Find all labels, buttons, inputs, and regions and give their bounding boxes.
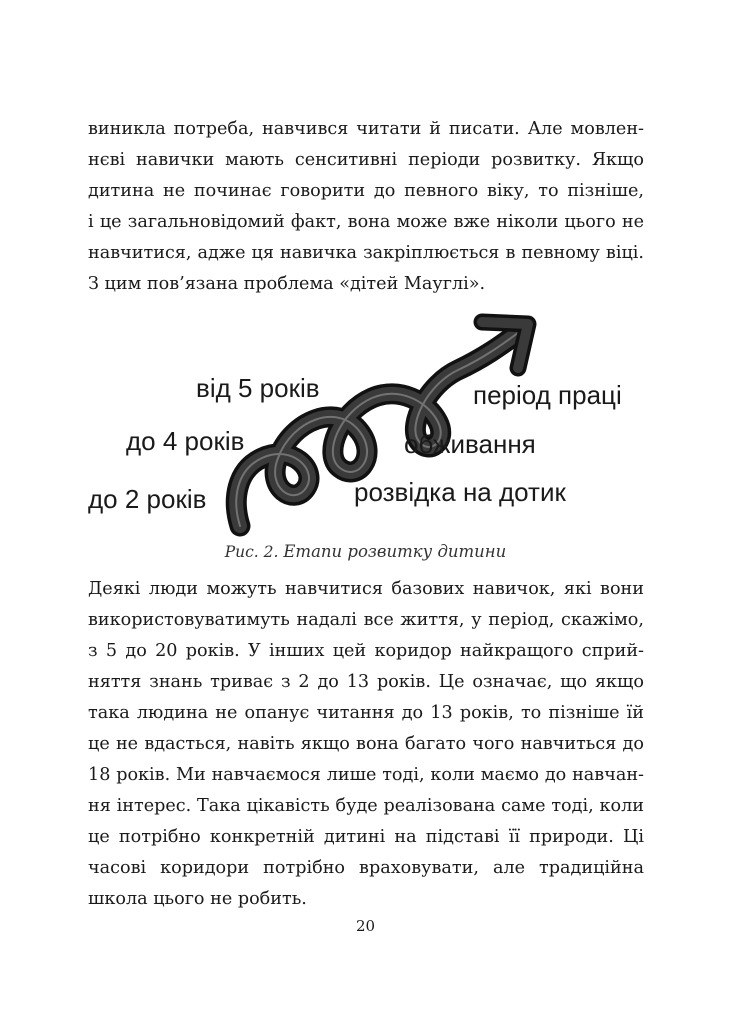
text-line: така людина не опанує читання до 13 років, то пізніше їй xyxy=(88,703,644,723)
text-line: школа цього не робить. xyxy=(88,889,307,909)
spiral-arrow-body xyxy=(236,330,522,526)
label-work-period: період праці xyxy=(473,380,622,410)
spiral-arrow-head-inner xyxy=(482,322,528,368)
label-to-2-years: до 2 років xyxy=(88,484,207,514)
text-line: Деякі люди можуть навчитися базових навичок, які вони xyxy=(88,579,644,599)
text-line: використовуватимуть надалі все життя, у період, скажімо, xyxy=(88,610,644,630)
caption-prefix: Рис. 2. xyxy=(224,543,279,561)
text-line: з 5 до 20 років. У інших цей коридор найкращого сприй- xyxy=(88,641,644,661)
text-line: З цим пов’язана проблема «дітей Мауглі». xyxy=(88,274,486,294)
spiral-arrow-highlight xyxy=(236,330,522,526)
caption-title: Етапи розвитку дитини xyxy=(283,542,507,561)
text-line: це потрібно конкретній дитині на підставі її природи. Ці xyxy=(88,827,644,847)
label-settling: обживання xyxy=(404,429,536,459)
label-touch-exploration: розвідка на дотик xyxy=(354,477,566,507)
text-line: навчитися, адже ця навичка закріплюється в певному віці. xyxy=(88,243,644,263)
figure-caption xyxy=(0,542,731,561)
paragraph-bottom xyxy=(88,574,644,915)
label-to-4-years: до 4 років xyxy=(126,426,245,456)
page-number: 20 xyxy=(355,917,376,935)
label-from-5-years: від 5 років xyxy=(196,373,320,403)
paragraph-top xyxy=(88,114,644,300)
text-line: дитина не починає говорити до певного віку, то пізніше, xyxy=(88,181,644,201)
text-line: няття знань триває з 2 до 13 років. Це означає, що якщо xyxy=(88,672,644,692)
spiral-arrow-head xyxy=(482,322,528,368)
text-line: і це загальновідомий факт, вона може вже ніколи цього не xyxy=(88,212,644,232)
text-line: ня інтерес. Така цікавість буде реалізована саме тоді, коли xyxy=(88,796,644,816)
text-line: це не вдасться, навіть якщо вона багато чого навчиться до xyxy=(88,734,644,754)
text-line: виникла потреба, навчився читати й писати. Але мовлен- xyxy=(88,119,644,139)
text-line: часові коридори потрібно враховувати, але традиційна xyxy=(88,858,644,878)
text-line: нєві навички мають сенситивні періоди розвитку. Якщо xyxy=(88,150,644,170)
text-line: 18 років. Ми навчаємося лише тоді, коли маємо до навчан- xyxy=(88,765,644,785)
spiral-arrow-outline xyxy=(236,330,522,526)
